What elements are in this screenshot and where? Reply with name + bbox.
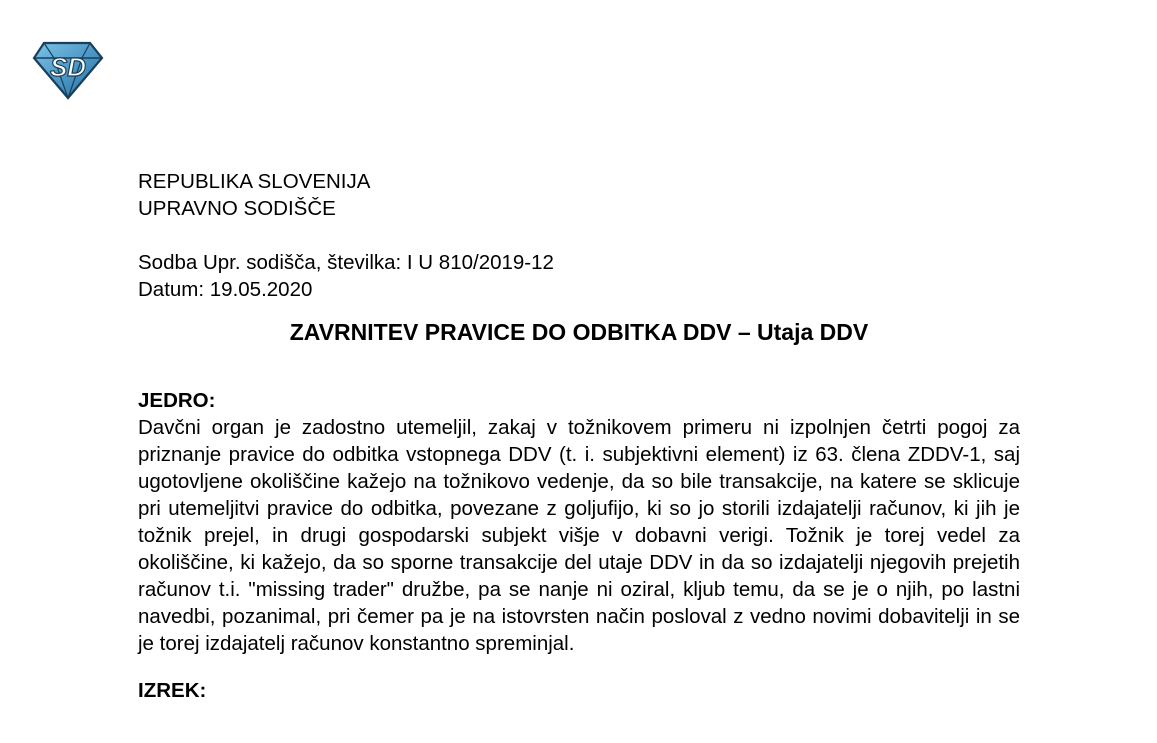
document-content [138,168,1020,704]
court-header [138,168,1020,222]
republic-name: REPUBLIKA SLOVENIJA [138,170,371,193]
jedro-heading: JEDRO: [138,389,216,412]
court-logo-icon [30,40,106,100]
case-number: Sodba Upr. sodišča, številka: I U 810/2019-12 [138,251,554,274]
jedro-text: Davčni organ je zadostno utemeljil, zakaj v tožnikovem primeru ni izpolnjen četrti pogoj za priznanje pravice do odbitka vstopnega DDV (t. i. subjektivni element) iz 63. člena ZDDV-1, saj ugotovljene okoliščine kažejo na tožnikovo vedenje, da so bile transakcije, na katere se sklicuje pri utemeljitvi pravice do odbitka, povezane z goljufijo, ki so jo storili izdajatelji računov, ki jih je tožnik prejel, in drugi gospodarski subjekt višje v dobavni verigi. Tožnik je torej vedel za okoliščine, ki kažejo, da so sporne transakcije del utaje DDV in da so izdajatelji njegovih prejetih računov t.i. "missing trader" družbe, pa se nanje ni oziral, kljub temu, da se je o njih, po lastni navedbi, pozanimal, pri čemer pa je na istovrsten način posloval z vedno novimi dobavitelji in se je torej izdajatelj računov konstantno spreminjal. [138,416,1020,655]
document-title: ZAVRNITEV PRAVICE DO ODBITKA DDV – Utaja DDV [289,319,869,345]
logo-letters: SD [49,52,87,82]
court-name: UPRAVNO SODIŠČE [138,197,336,220]
case-date: Datum: 19.05.2020 [138,278,313,301]
case-info [138,249,1020,303]
izrek-heading: IZREK: [138,679,207,702]
